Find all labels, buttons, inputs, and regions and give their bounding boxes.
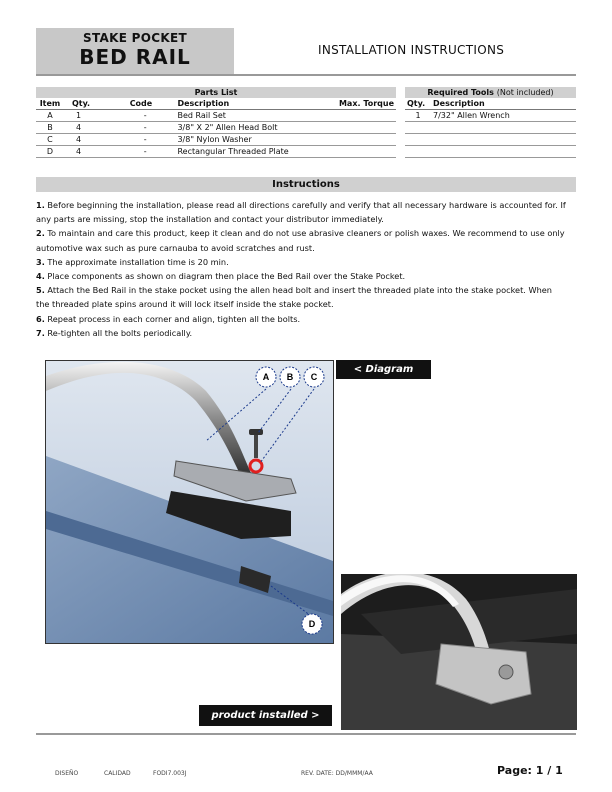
cell-description: Rectangular Threaded Plate: [175, 146, 339, 158]
footer-rev-date: REV. DATE: DD/MMM/AA: [301, 770, 373, 777]
table-row: [36, 110, 396, 122]
step-text: Place components as shown on diagram then place the Bed Rail over the Stake Pocket.: [44, 271, 406, 282]
cell-description: 7/32" Allen Wrench: [431, 110, 576, 122]
parts-list-heading: Parts List: [36, 87, 396, 98]
table-row: [36, 134, 396, 146]
col-qty: Qty.: [405, 98, 431, 110]
tools-heading: [405, 87, 576, 98]
document-type: INSTALLATION INSTRUCTIONS: [318, 43, 505, 57]
title-box: [36, 28, 234, 74]
col-qty: Qty.: [64, 98, 116, 110]
list-item: [36, 226, 566, 254]
table-row-empty: [405, 134, 576, 146]
step-number: 7.: [36, 327, 45, 338]
list-item: [36, 283, 566, 311]
footer-code: FODI7.003J: [153, 770, 187, 777]
cell-torque: [339, 146, 396, 158]
step-text: To maintain and care this product, keep it clean and do not use abrasive cleaners or polish waxes. We recommend to use only automotive wax such as pure carnauba to avoid scratches and rust.: [36, 228, 565, 253]
cell-torque: [339, 122, 396, 134]
tools-table: [405, 87, 576, 158]
tools-heading-label: Required Tools: [427, 88, 494, 97]
cell-qty: 4: [64, 134, 116, 146]
table-row: [36, 122, 396, 134]
cell-description: Bed Rail Set: [175, 110, 339, 122]
callout-a: A: [262, 372, 270, 382]
cell-qty: 1: [64, 110, 116, 122]
photo-tag: product installed >: [199, 705, 332, 726]
product-photo: [341, 574, 577, 730]
cell-torque: [339, 110, 396, 122]
cell-qty: 1: [405, 110, 431, 122]
cell-code: -: [116, 122, 176, 134]
cell-description: 3/8" X 2" Allen Head Bolt: [175, 122, 339, 134]
diagram-tag: < Diagram: [336, 360, 431, 379]
step-text: Attach the Bed Rail in the stake pocket using the allen head bolt and insert the threaded plate into the stake pocket. When the threaded plate spins around it will lock itself inside the stake pocket.: [36, 285, 552, 310]
step-text: Repeat process in each corner and align, tighten all the bolts.: [44, 313, 301, 324]
page-number: Page: 1 / 1: [497, 764, 563, 777]
cell-qty: 4: [64, 146, 116, 158]
step-number: 2.: [36, 228, 45, 239]
footer-diseno: DISEÑO: [55, 770, 79, 777]
instructions-list: [36, 198, 566, 340]
step-text: Before beginning the installation, please read all directions carefully and verify that all necessary hardware is accounted for. If any parts are missing, stop the installation and contact your distributor immediately.: [36, 200, 566, 225]
table-row: [36, 146, 396, 158]
diagram-illustration: [46, 361, 333, 643]
callout-d: D: [308, 619, 316, 629]
cell-description: 3/8" Nylon Washer: [175, 134, 339, 146]
footer-calidad: CALIDAD: [104, 770, 131, 777]
cell-code: -: [116, 146, 176, 158]
callout-c: C: [310, 372, 318, 382]
list-item: [36, 255, 566, 269]
step-number: 4.: [36, 271, 45, 282]
col-item: Item: [36, 98, 64, 110]
instructions-heading: Instructions: [36, 177, 576, 192]
table-row-empty: [405, 122, 576, 134]
list-item: [36, 326, 566, 340]
product-subtitle: STAKE POCKET: [83, 31, 187, 45]
step-text: The approximate installation time is 20 min.: [44, 256, 229, 267]
step-number: 3.: [36, 256, 45, 267]
table-row-empty: [405, 146, 576, 158]
cell-code: -: [116, 110, 176, 122]
header-divider: [36, 74, 576, 76]
step-number: 1.: [36, 200, 45, 210]
parts-list-table: [36, 87, 396, 158]
cell-torque: [339, 134, 396, 146]
cell-code: -: [116, 134, 176, 146]
step-number: 5.: [36, 285, 45, 296]
bolt-icon: [254, 433, 258, 458]
callout-b: B: [286, 372, 294, 382]
list-item: [36, 269, 566, 283]
col-max-torque: Max. Torque: [338, 99, 394, 108]
step-number: 6.: [36, 313, 45, 324]
cell-item: C: [36, 134, 64, 146]
list-item: [36, 198, 566, 226]
step-text: Re-tighten all the bolts periodically.: [44, 327, 193, 338]
cell-item: B: [36, 122, 64, 134]
list-item: [36, 312, 566, 326]
cell-qty: 4: [64, 122, 116, 134]
cell-item: D: [36, 146, 64, 158]
tools-heading-note: (Not included): [496, 88, 554, 97]
product-installed-image: [341, 574, 577, 730]
cell-item: A: [36, 110, 64, 122]
table-row: [405, 110, 576, 122]
col-code: Code: [116, 98, 176, 110]
installation-diagram: [45, 360, 334, 644]
col-description: Description: [431, 98, 576, 110]
product-title: BED RAIL: [79, 45, 191, 69]
footer-divider: [36, 733, 576, 735]
col-description: Description: [175, 98, 339, 110]
